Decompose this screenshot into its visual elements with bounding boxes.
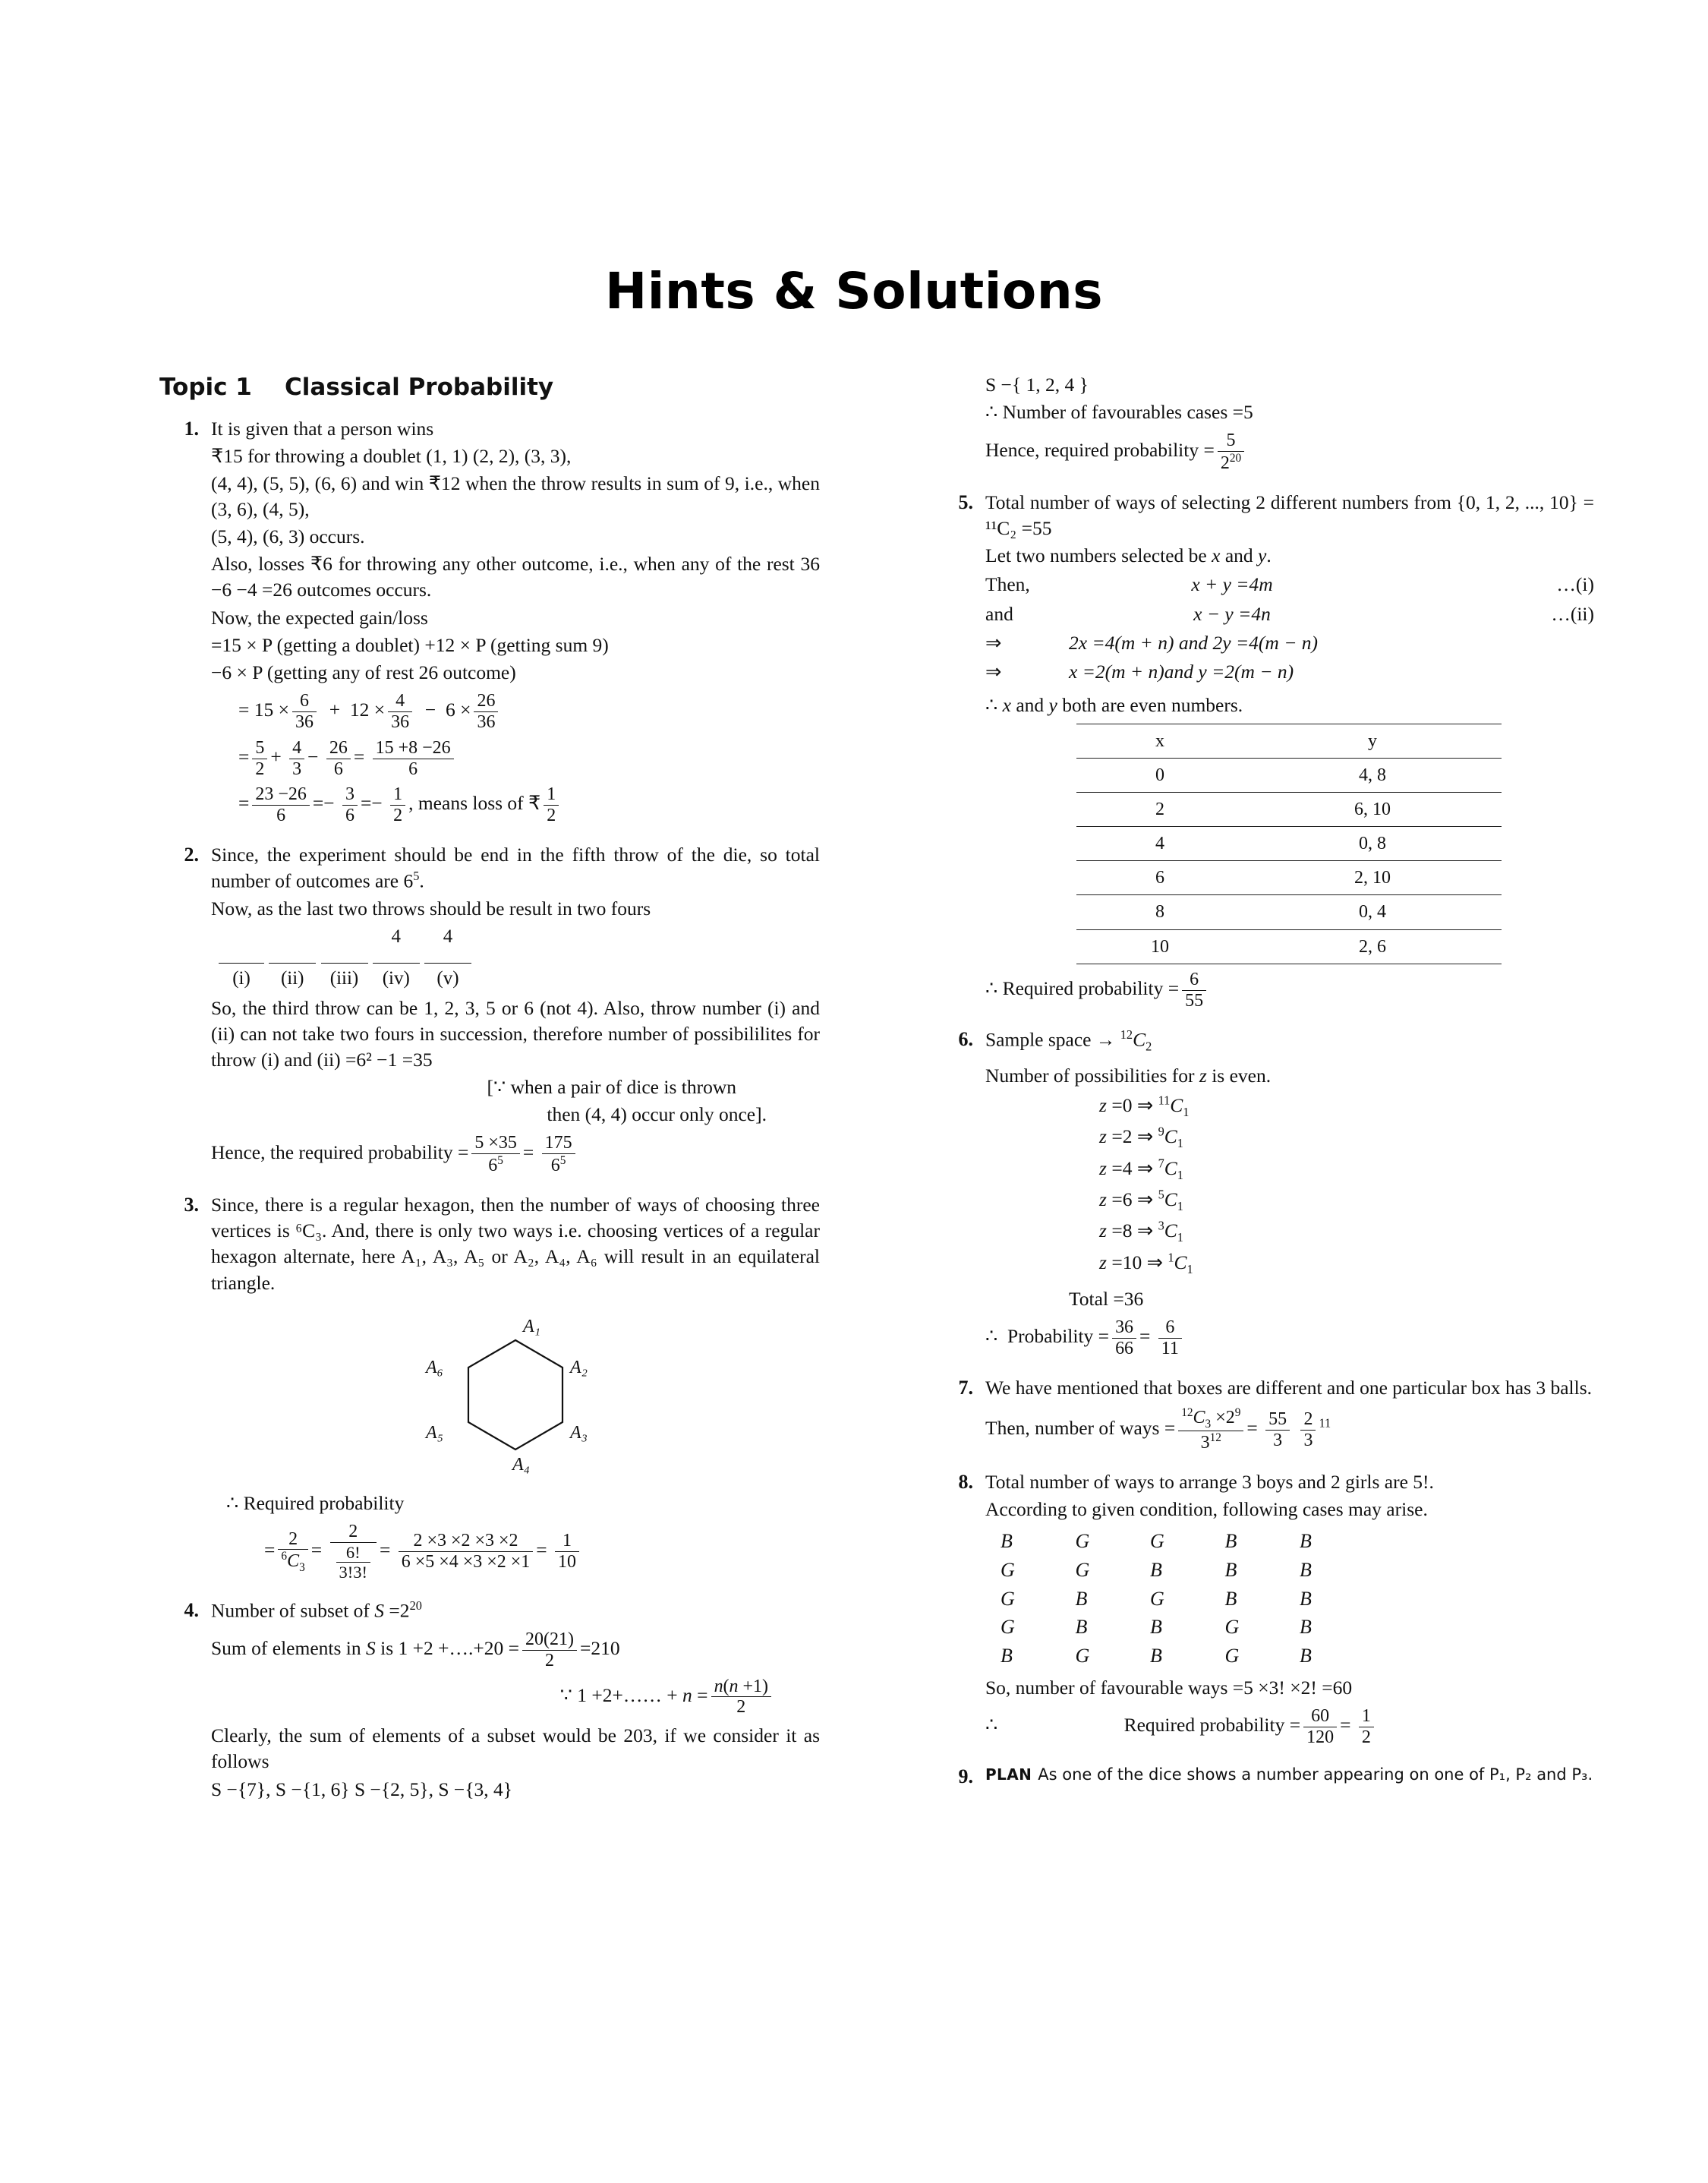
table-header-row — [1076, 724, 1502, 758]
cell-y: 6, 10 — [1243, 792, 1502, 826]
equation-sum-formula: ∵ 1 +2+…… + n = $\frac{n(n +1)}{2}$ — [211, 1677, 820, 1718]
cell-y: 2, 10 — [1243, 861, 1502, 895]
item-line: Also, losses ₹6 for throwing any other outcome, i.e., when any of the rest 36 −6 −4 =26 outcomes occurs. — [211, 553, 820, 601]
column-header-y: y — [1243, 724, 1502, 758]
item-line: Now, as the last two throws should be result in two fours — [211, 897, 651, 920]
matrix-cell: G — [1001, 1587, 1015, 1610]
cell-x: 4 — [1076, 827, 1243, 861]
cell-x: 10 — [1076, 929, 1243, 964]
z-case: z =4 ⇒ $^7C_1$ — [1099, 1156, 1183, 1182]
table-row — [1076, 827, 1502, 861]
item-number: 4. — [184, 1599, 199, 1622]
matrix-row — [1001, 1585, 1594, 1614]
solution-item-8 — [934, 1469, 1594, 1753]
item-body — [211, 416, 820, 832]
solution-item-2 — [159, 842, 820, 1181]
solution-item-9 — [934, 1764, 1594, 1790]
solution-item-7 — [934, 1375, 1594, 1459]
solution-item-5 — [934, 490, 1594, 1016]
matrix-cell: G — [1001, 1616, 1015, 1639]
item-line: S −{7}, S −{1, 6} S −{2, 5}, S −{3, 4} — [211, 1778, 513, 1800]
item-line: then (4, 4) occur only once]. — [547, 1103, 767, 1126]
cell-x: 6 — [1076, 861, 1243, 895]
item-line: (5, 4), (6, 3) occurs. — [211, 525, 365, 548]
z-case: z =0 ⇒ $^{11}C_1$ — [1099, 1093, 1190, 1120]
item-line: −6 × P (getting any of rest 26 outcome) — [211, 661, 516, 683]
matrix-row — [1001, 1556, 1594, 1585]
table-row — [1076, 895, 1502, 929]
equation-hexagon-probability: = $\frac{2}{^6C_3}$ = $\frac{2}{\frac{6!}{3!3!}}$ = $\frac{2 \times 3 \times 2 \times 3 \times 2}{6 \times 5 \times 4 \times 3 \times 2 \times 1}$ = $\frac{1}{10}$ — [211, 1522, 820, 1582]
item-number: 8. — [958, 1471, 973, 1493]
item-line: =15 × P (getting a doublet) +12 × P (getting sum 9) — [211, 633, 609, 656]
item-number: 6. — [958, 1028, 973, 1051]
cell-x: 2 — [1076, 792, 1243, 826]
equation-sum-elements: Sum of elements in S is 1 +2 +….+20 = $\frac{20(21)}{2}$ =210 — [211, 1629, 620, 1670]
item-number: 5. — [958, 491, 973, 513]
matrix-row — [1001, 1527, 1594, 1556]
solution-item-6 — [934, 1027, 1594, 1364]
item-number: 7. — [958, 1377, 973, 1399]
page-title: Hints & Solutions — [605, 262, 1103, 320]
item-number: 2. — [184, 844, 199, 866]
matrix-cell: B — [1300, 1645, 1312, 1667]
item-line: (4, 4), (5, 5), (6, 6) and win ₹12 when the throw results in sum of 9, i.e., when (3, 6), (4, 5), — [211, 472, 820, 520]
z-case-list — [1099, 1090, 1594, 1279]
table-row — [1076, 929, 1502, 964]
item-line: Total number of ways to arrange 3 boys and 2 girls are 5!. — [985, 1471, 1434, 1493]
equation-required-probability-8: ∴ Required probability = $\frac{60}{120}$ = $\frac{1}{2}$ — [985, 1706, 1594, 1748]
matrix-cell: G — [1001, 1559, 1015, 1581]
left-column — [159, 372, 820, 1815]
matrix-cell: B — [1150, 1645, 1162, 1667]
item-line: Clearly, the sum of elements of a subset would be 203, if we consider it as follows — [211, 1724, 820, 1773]
matrix-cell: B — [1001, 1530, 1013, 1553]
item-body — [985, 372, 1594, 479]
item-line: S −{ 1, 2, 4 } — [985, 374, 1089, 396]
table-row — [1076, 861, 1502, 895]
cell-x: 0 — [1076, 758, 1243, 792]
matrix-cell: G — [1224, 1645, 1240, 1667]
item-body — [211, 1192, 820, 1587]
hex-vertex-label-a3: A₃ — [570, 1422, 588, 1443]
item-line: So, the third throw can be 1, 2, 3, 5 or 6 (not 4). Also, throw number (i) and (ii) can not take two fours in succession, therefore number of possibililites for throw (i) and (ii) =6² −1 =35 — [211, 996, 820, 1071]
xy-value-table — [1076, 724, 1502, 964]
item-line: Since, there is a regular hexagon, then the number of ways of choosing three vertices is ⁶C₃. And, there is only two ways i.e. choosing vertices of a regular hexagon alternate, here A₁, A₃, A₅ or A₂, A₄, A₆ will result in an equilateral triangle. — [211, 1194, 820, 1294]
cell-y: 4, 8 — [1243, 758, 1502, 792]
item-body — [985, 1469, 1594, 1753]
eq-tag: …(i) — [1556, 573, 1594, 596]
slot-value-v: 4 — [443, 926, 453, 948]
arrangement-matrix — [1001, 1527, 1594, 1670]
hex-vertex-label-a6: A₆ — [426, 1357, 444, 1377]
eq-tag: …(ii) — [1551, 602, 1594, 625]
z-case: z =6 ⇒ $^5C_1$ — [1099, 1187, 1183, 1214]
equation-required-probability-4: Hence, required probability = $\frac{5}{2^{20}}$ — [985, 431, 1594, 474]
slot-label: (iv) — [382, 968, 410, 989]
matrix-cell: G — [1224, 1616, 1240, 1639]
equation-3: = $\frac{23 -26}{6}$ =− $\frac{3}{6}$ =− $\frac{1}{2}$ , means loss of ₹ $\frac{1}{2}$ — [211, 784, 820, 826]
matrix-cell: G — [1075, 1559, 1090, 1581]
slot-label: (v) — [436, 968, 459, 989]
equation-number-of-ways-7: Then, number of ways = $\frac{^{12}C_3 \times 2^9}{3^{12}}$ = $\frac{55}{3}$ $\frac{2}{3}$ $^{11}$ — [985, 1406, 1331, 1453]
matrix-cell: B — [1224, 1587, 1237, 1610]
z-case: z =8 ⇒ $^3C_1$ — [1099, 1218, 1183, 1245]
matrix-cell: G — [1075, 1530, 1090, 1553]
column-header-x: x — [1076, 724, 1243, 758]
slot-label: (iii) — [329, 968, 359, 989]
z-total: Total =36 — [1069, 1288, 1144, 1311]
item-line: It is given that a person wins — [211, 417, 434, 440]
matrix-cell: G — [1150, 1530, 1164, 1553]
right-column — [934, 372, 1594, 1800]
hex-vertex-label-a1: A₁ — [523, 1316, 541, 1336]
item-number: 1. — [184, 417, 199, 440]
matrix-cell: B — [1224, 1559, 1237, 1581]
throw-slots-figure — [219, 926, 820, 989]
cell-y: 2, 6 — [1243, 929, 1502, 964]
matrix-cell: G — [1150, 1587, 1164, 1610]
z-case: z =10 ⇒ $^1C_1$ — [1099, 1250, 1193, 1276]
hex-vertex-label-a2: A₂ — [570, 1357, 588, 1377]
matrix-cell: B — [1300, 1530, 1312, 1553]
plan-badge: PLAN — [985, 1765, 1032, 1784]
item-body — [985, 1764, 1594, 1785]
plan-note — [985, 1764, 1594, 1785]
item-body: Total number of ways of selecting 2 different numbers from {0, 1, 2, ..., 10} = ¹¹C₂ =55 Let two numbers selected be x and y. Then, x + y =4m …(i) and x − y =4n …(ii) ⇒ 2x =4(m + n) and 2y =4(m − n) ⇒ x =2(m + n)and y =2(m − n) ∴ x and y both are even numbers. x y 0 4, 8 2 6, 10 4 0, 8 6 2, 10 8 0, 4 10 2, 6 ∴ Required probability = $\frac{6}{55}$ — [985, 491, 1594, 1011]
cell-x: 8 — [1076, 895, 1243, 929]
matrix-cell: B — [1300, 1616, 1312, 1639]
solution-item-1 — [159, 416, 820, 832]
hex-vertex-label-a4: A₄ — [512, 1454, 531, 1475]
equation-required-probability: Hence, the required probability = $\frac{5 \times 35}{6^5}$ = $\frac{175}{6^5}$ — [211, 1133, 820, 1176]
matrix-cell: B — [1075, 1616, 1088, 1639]
matrix-cell: B — [1150, 1559, 1162, 1581]
matrix-cell: B — [1075, 1587, 1088, 1610]
solution-item-4 — [159, 1598, 820, 1804]
cell-y: 0, 4 — [1243, 895, 1502, 929]
item-body: Number of subset of $S =2^{20}$ Sum of elements in S is 1 +2 +….+20 = $\frac{20(21)}{2}$ =210 ∵ 1 +2+…… + n = $\frac{n(n +1)}{2}$ Clearly, the sum of elements of a subset would be 203, if we consider it as follows S −{7}, S −{1, 6} S −{2, 5}, S −{3, 4} — [211, 1598, 820, 1804]
table-row — [1076, 792, 1502, 826]
matrix-cell: B — [1224, 1530, 1237, 1553]
matrix-row — [1001, 1642, 1594, 1670]
item-line: ∴ Required probability — [226, 1491, 405, 1514]
item-body: Since, the experiment should be end in the fifth throw of the die, so total number of outcomes are $6^5$. Now, as the last two throws should be result in two fours 4 4 (i) (ii) (iii) (iv) (v) So, the third throw can be 1, 2, 3, 5 or 6 (not 4). Also, throw number (i) and (ii) can not take two fours in succession, therefore number of possibililites for throw (i) and (ii) =6² −1 =35 [∵ when a pair of dice is thrown then (4, 4) occur only once]. Hence, the required probability = $\frac{5 \times 35}{6^5}$ = $\frac{175}{6^5}$ — [211, 844, 820, 1176]
item-number: 3. — [184, 1194, 199, 1216]
equation-1: = 15 × $\frac{6}{36}$ + 12 × $\frac{4}{36}$ − 6 × $\frac{26}{36}$ — [211, 691, 820, 733]
plan-note-text: As one of the dice shows a number appearing on one of P₁, P₂ and P₃. — [1038, 1765, 1593, 1784]
slot-value-iv: 4 — [391, 926, 401, 948]
eq-lead: Then, — [985, 573, 1030, 596]
solution-item-4-continued — [934, 372, 1594, 479]
item-body — [985, 1375, 1594, 1459]
matrix-cell: B — [1001, 1645, 1013, 1667]
equation-probability-6: ∴ Probability = $\frac{36}{66}$ = $\frac{6}{11}$ — [985, 1317, 1594, 1359]
equation-2: = $\frac{5}{2}$ + $\frac{4}{3}$ − $\frac{26}{6}$ = $\frac{15 +8 -26}{6}$ — [211, 738, 820, 780]
item-body: Sample space → $^{12}C_2$ Number of possibilities for z is even. z =0 ⇒ $^{11}C_1$ z =2 ⇒ $^9C_1$ z =4 ⇒ $^7C_1$ z =6 ⇒ $^5C_1$ z =8 ⇒ $^3C_1$ z =10 ⇒ $^1C_1$ Total =36 ∴ Probability = $\frac{36}{66}$ = $\frac{6}{11}$ — [985, 1027, 1594, 1364]
item-line: ∴ Number of favourables cases =5 — [985, 401, 1253, 424]
item-line: [∵ when a pair of dice is thrown — [487, 1076, 736, 1099]
topic-heading: Topic 1 Classical Probability — [159, 374, 554, 401]
item-line: Now, the expected gain/loss — [211, 606, 428, 629]
z-case: z =2 ⇒ $^9C_1$ — [1099, 1124, 1183, 1151]
matrix-cell: B — [1300, 1587, 1312, 1610]
eq-lead: and — [985, 602, 1013, 625]
item-number: 9. — [958, 1765, 973, 1787]
matrix-cell: B — [1150, 1616, 1162, 1639]
slot-label: (ii) — [280, 968, 304, 989]
hex-vertex-label-a5: A₅ — [426, 1422, 444, 1443]
hexagon-figure — [394, 1308, 637, 1483]
item-line: Total number of ways of selecting 2 different numbers from {0, 1, 2, ..., 10} = ¹¹C₂ =55 — [985, 491, 1594, 540]
matrix-cell: B — [1300, 1559, 1312, 1581]
item-line: We have mentioned that boxes are different and one particular box has 3 balls. — [985, 1377, 1593, 1399]
slot-label: (i) — [232, 968, 251, 989]
cell-y: 0, 8 — [1243, 827, 1502, 861]
item-line: According to given condition, following cases may arise. — [985, 1498, 1428, 1521]
item-line: ₹15 for throwing a doublet (1, 1) (2, 2), (3, 3), — [211, 444, 572, 467]
table-row — [1076, 758, 1502, 792]
matrix-cell: G — [1075, 1645, 1090, 1667]
solution-item-3 — [159, 1192, 820, 1587]
item-line: So, number of favourable ways =5 ×3! ×2! =60 — [985, 1676, 1353, 1699]
matrix-row — [1001, 1613, 1594, 1642]
equation-required-probability-5: ∴ Required probability = $\frac{6}{55}$ — [985, 970, 1594, 1011]
equation-group-5: Then, x + y =4m …(i) and x − y =4n …(ii) ⇒ 2x =4(m + n) and 2y =4(m − n) ⇒ x =2(m + n)and y =2(m − n) — [985, 570, 1594, 686]
